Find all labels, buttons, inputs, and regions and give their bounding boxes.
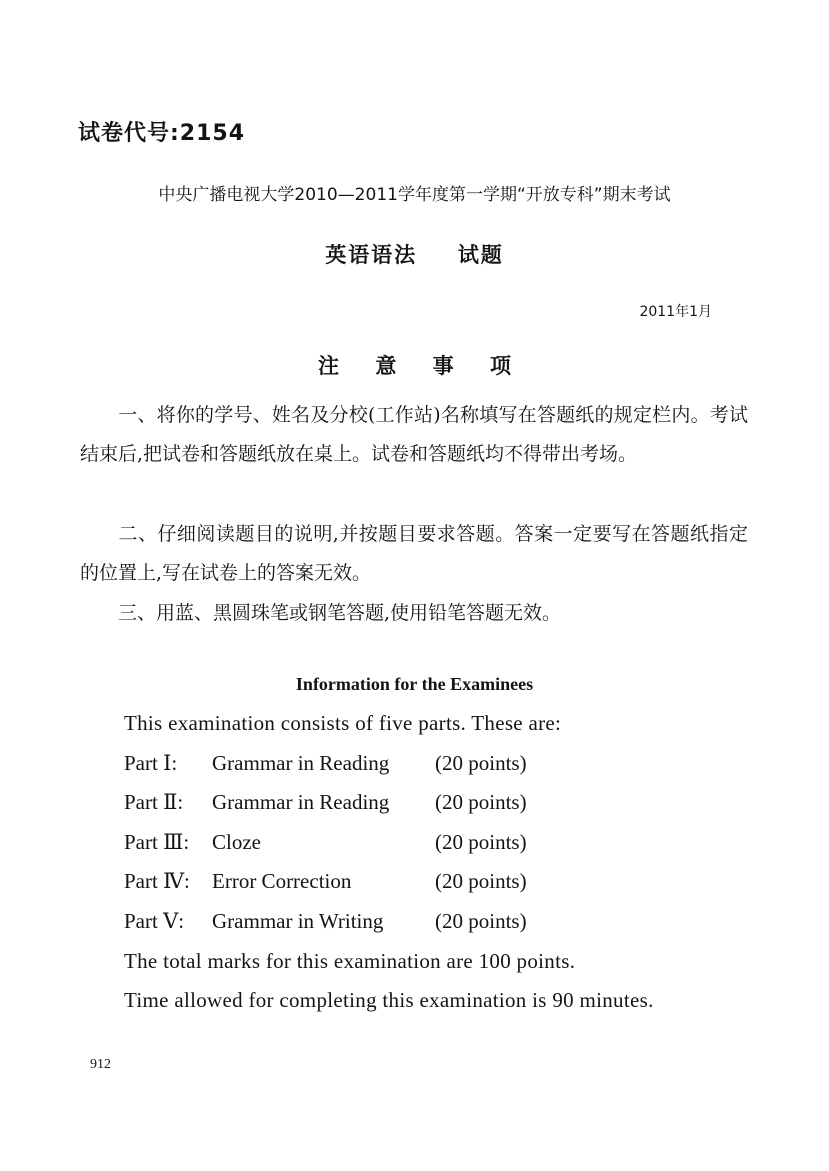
page-number: 912: [90, 1057, 111, 1072]
notice-item-2: [80, 515, 748, 593]
notice-heading-char: 意: [375, 354, 397, 378]
notice-item-text: 一、将你的学号、姓名及分校(工作站)名称填写在答题纸的规定栏内。考试结束后,把试卷和答题纸放在桌上。试卷和答题纸均不得带出考场。: [80, 404, 748, 465]
exam-title: 中央广播电视大学2010—2011学年度第一学期“开放专科”期末考试: [158, 185, 671, 205]
notice-heading-char: 项: [489, 354, 511, 378]
subject-suffix: 试题: [457, 243, 504, 267]
info-intro: This examination consists of five parts. These are:: [124, 711, 562, 735]
notice-heading-char: 注: [318, 354, 340, 378]
part-name: Grammar in Reading: [212, 751, 390, 775]
notice-item-text: 二、仔细阅读题目的说明,并按题目要求答题。答案一定要写在答题纸指定的位置上,写在试卷上的答案无效。: [80, 523, 748, 584]
part-label: Part Ⅰ:: [124, 751, 178, 775]
notice-heading-char: 事: [432, 354, 454, 378]
part-name: Error Correction: [212, 869, 352, 893]
part-label: Part Ⅲ:: [124, 830, 190, 854]
notice-item-text: 三、用蓝、黑圆珠笔或钢笔答题,使用铅笔答题无效。: [118, 602, 562, 624]
part-label: Part Ⅴ:: [124, 909, 185, 933]
part-points: (20 points): [435, 790, 527, 814]
part-name: Grammar in Writing: [212, 909, 384, 933]
time-allowed: Time allowed for completing this examination is 90 minutes.: [124, 988, 654, 1012]
part-points: (20 points): [435, 909, 527, 933]
part-points: (20 points): [435, 830, 527, 854]
notice-heading: [0, 350, 829, 380]
info-heading: Information for the Examinees: [295, 674, 534, 694]
part-name: Grammar in Reading: [212, 790, 390, 814]
part-points: (20 points): [435, 751, 527, 775]
subject-title: [0, 239, 829, 269]
part-points: (20 points): [435, 869, 527, 893]
part-name: Cloze: [212, 830, 261, 854]
exam-date: 2011年1月: [639, 304, 712, 320]
part-label: Part Ⅱ:: [124, 790, 184, 814]
notice-item-3: [80, 594, 748, 633]
part-label: Part Ⅳ:: [124, 869, 190, 893]
paper-code: 试卷代号:2154: [78, 121, 246, 146]
notice-item-1: [80, 396, 748, 474]
subject-name: 英语语法: [325, 243, 418, 267]
total-marks: The total marks for this examination are 100 points.: [124, 949, 576, 973]
